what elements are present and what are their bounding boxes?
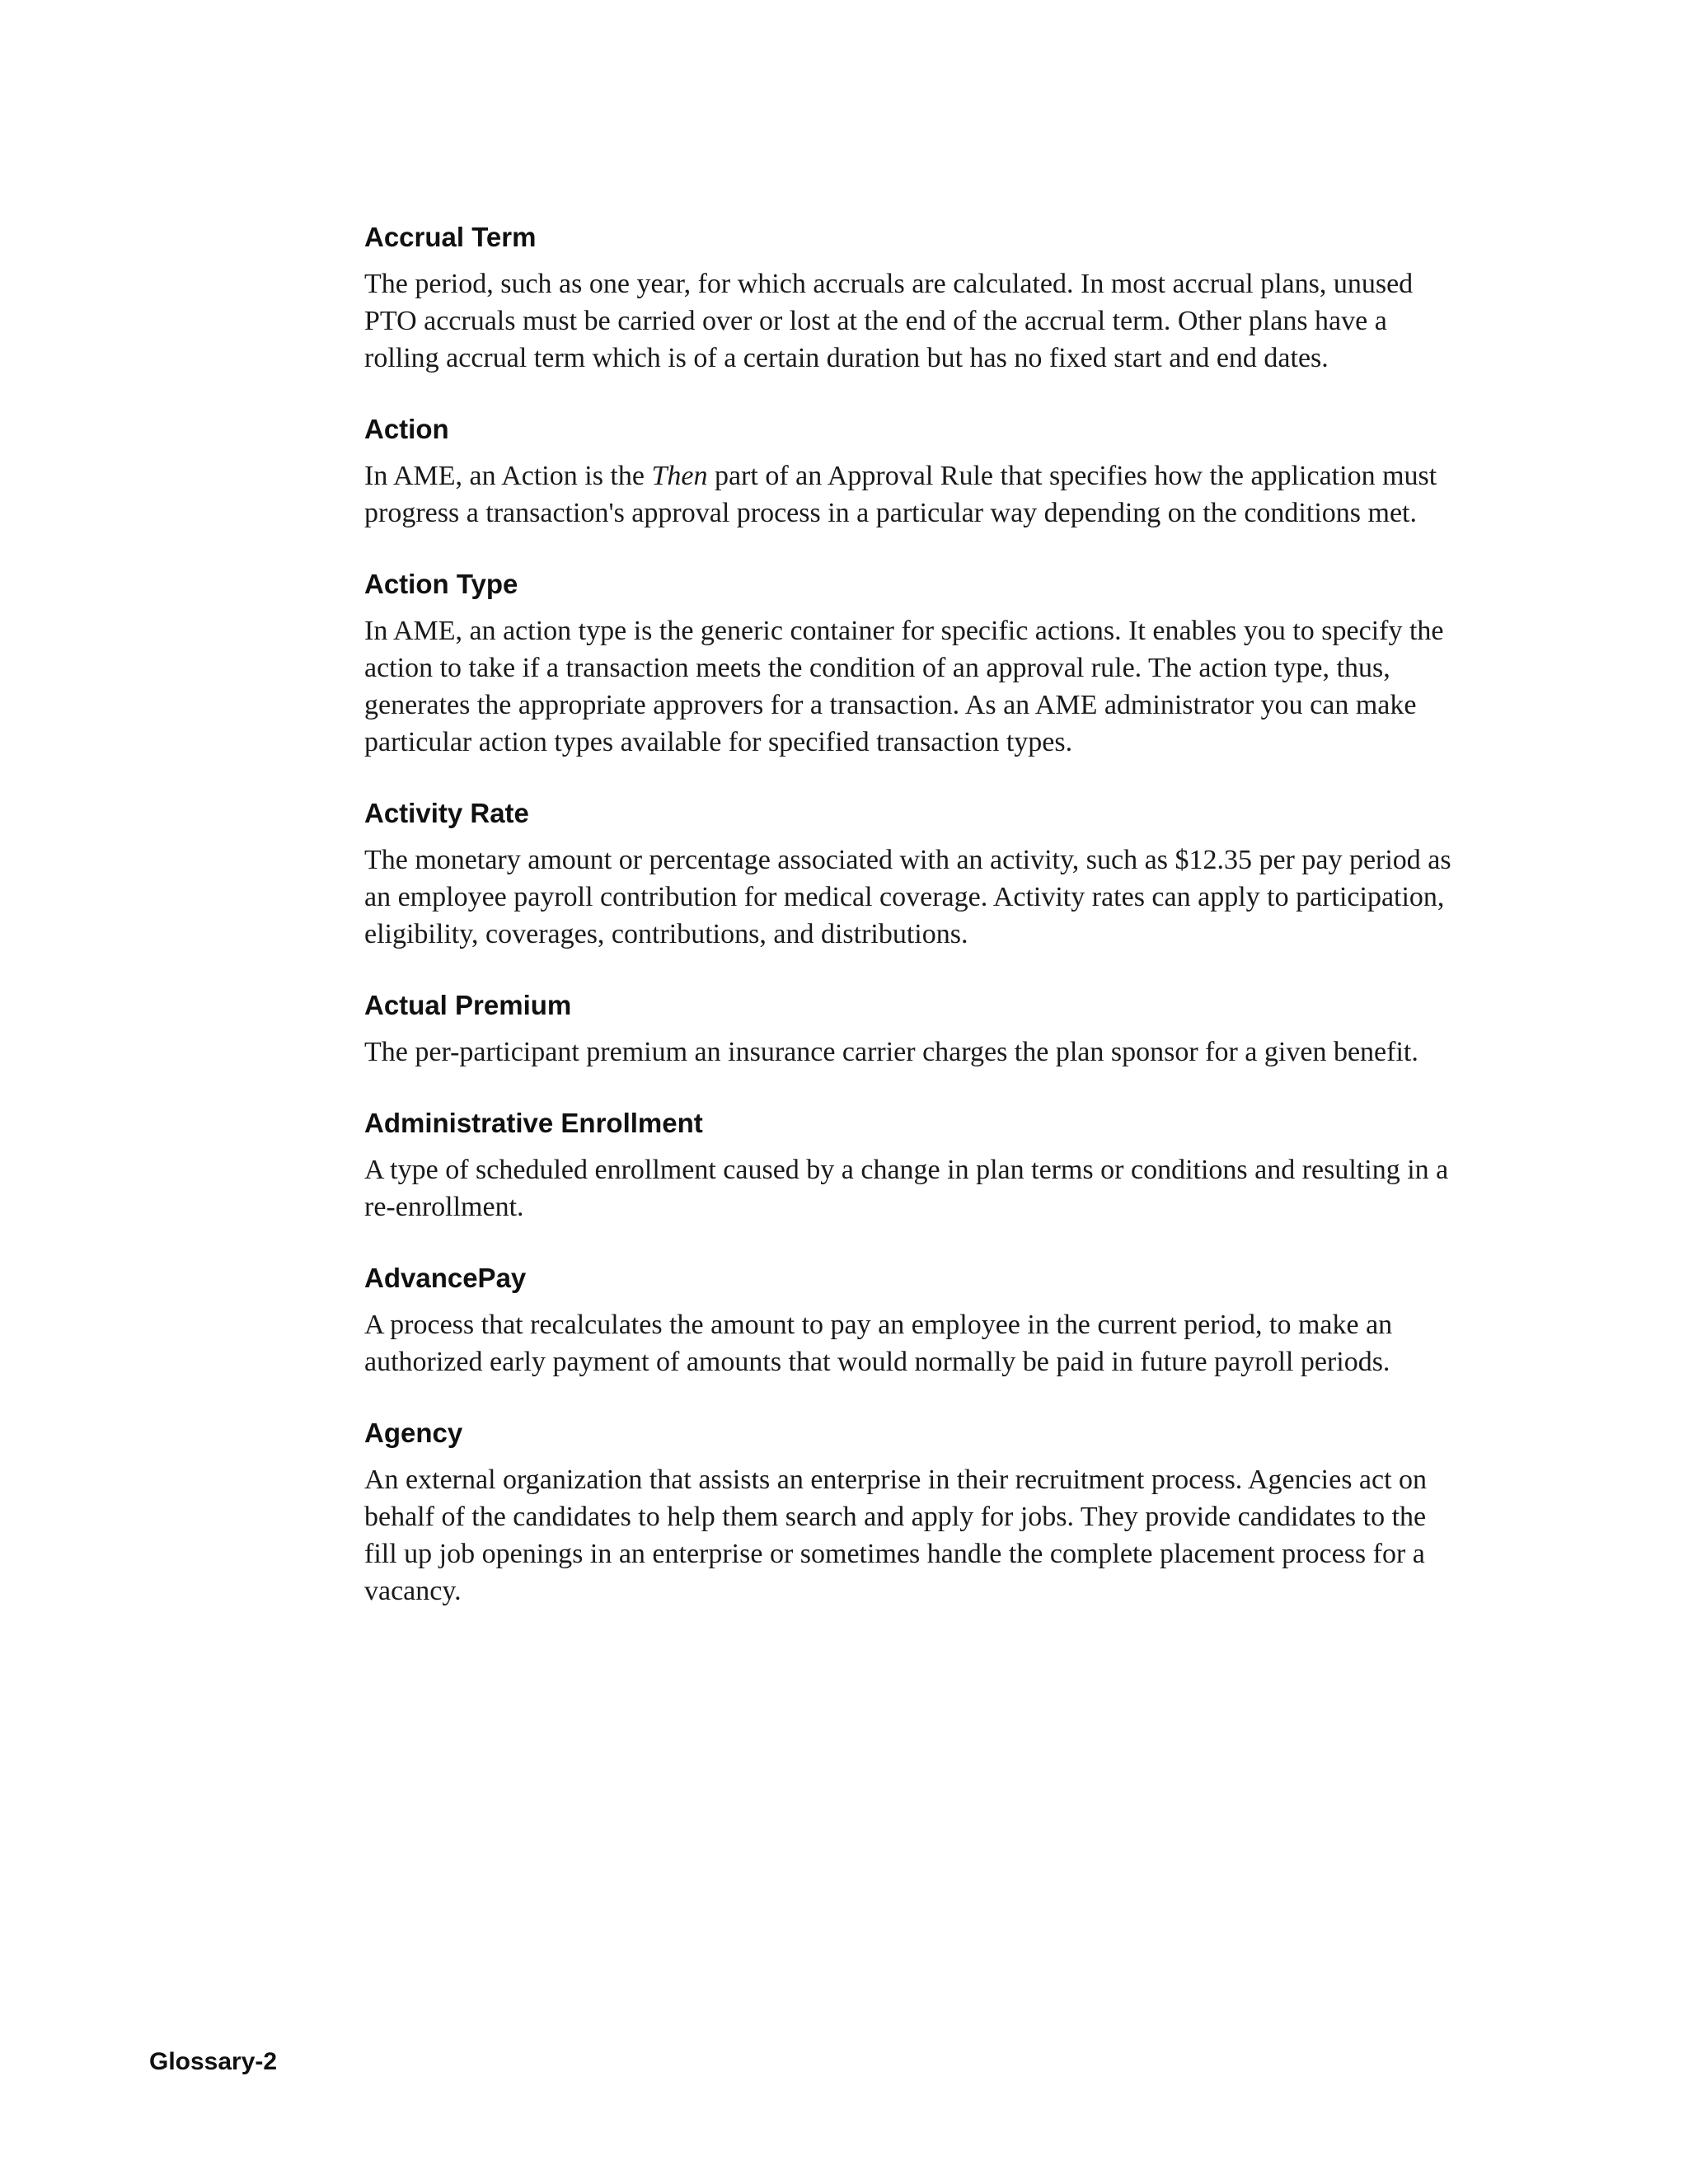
glossary-term: Action <box>364 414 449 444</box>
glossary-definition: The period, such as one year, for which accruals are calculated. In most accrual plans, unused PTO accruals must be carried over or lost at the end of the accrual term. Other plans have a rolling accrual term which is of a certain duration but has no fixed start and end dates. <box>364 269 1414 373</box>
glossary-definition: In AME, an action type is the generic container for specific actions. It enables you to specify the action to take if a transaction meets the condition of an approval rule. The action type, thus, generates the appropriate approvers for a transaction. As an AME administrator you can make particular action types available for specified transaction types. <box>364 616 1444 757</box>
glossary-definition: The per-participant premium an insurance carrier charges the plan sponsor for a given benefit. <box>364 1037 1418 1067</box>
glossary-term: Agency <box>364 1418 463 1448</box>
definition-emphasis: Then <box>651 461 708 491</box>
glossary-definition <box>364 457 1452 532</box>
glossary-entry-advancepay <box>364 1262 1452 1380</box>
glossary-entry-administrative-enrollment <box>364 1107 1452 1226</box>
glossary-term: AdvancePay <box>364 1263 527 1293</box>
glossary-entry-accrual-term <box>364 221 1452 377</box>
glossary-definition: An external organization that assists an enterprise in their recruitment process. Agencies act on behalf of the candidates to help them search and apply for jobs. They provide candidates to the fill up job openings in an enterprise or sometimes handle the complete placement process for a vacancy. <box>364 1465 1428 1606</box>
glossary-term: Action Type <box>364 569 518 599</box>
glossary-entry-action-type <box>364 568 1452 761</box>
definition-text: In AME, an Action is the <box>364 461 652 491</box>
glossary-entry-agency <box>364 1417 1452 1610</box>
glossary-definition: A type of scheduled enrollment caused by a change in plan terms or conditions and resulting in a re-enrollment. <box>364 1155 1449 1222</box>
glossary-definition: A process that recalculates the amount to pay an employee in the current period, to make an authorized early payment of amounts that would normally be paid in future payroll periods. <box>364 1310 1393 1377</box>
glossary-content <box>364 221 1452 1646</box>
page-number: Glossary-2 <box>149 2048 278 2075</box>
glossary-term: Administrative Enrollment <box>364 1108 703 1138</box>
glossary-entry-activity-rate <box>364 797 1452 953</box>
definition-text: part of an Approval Rule that specifies how the application must progress a transaction's approval process in a particular way depending on the conditions met. <box>364 461 1437 528</box>
glossary-term: Activity Rate <box>364 798 529 828</box>
glossary-term: Actual Premium <box>364 990 572 1020</box>
glossary-entry-actual-premium <box>364 989 1452 1071</box>
glossary-term: Accrual Term <box>364 222 537 252</box>
glossary-definition: The monetary amount or percentage associated with an activity, such as $12.35 per pay period as an employee payroll contribution for medical coverage. Activity rates can apply to participation, eligibility, coverages, contributions, and distributions. <box>364 845 1451 949</box>
glossary-entry-action <box>364 413 1452 532</box>
